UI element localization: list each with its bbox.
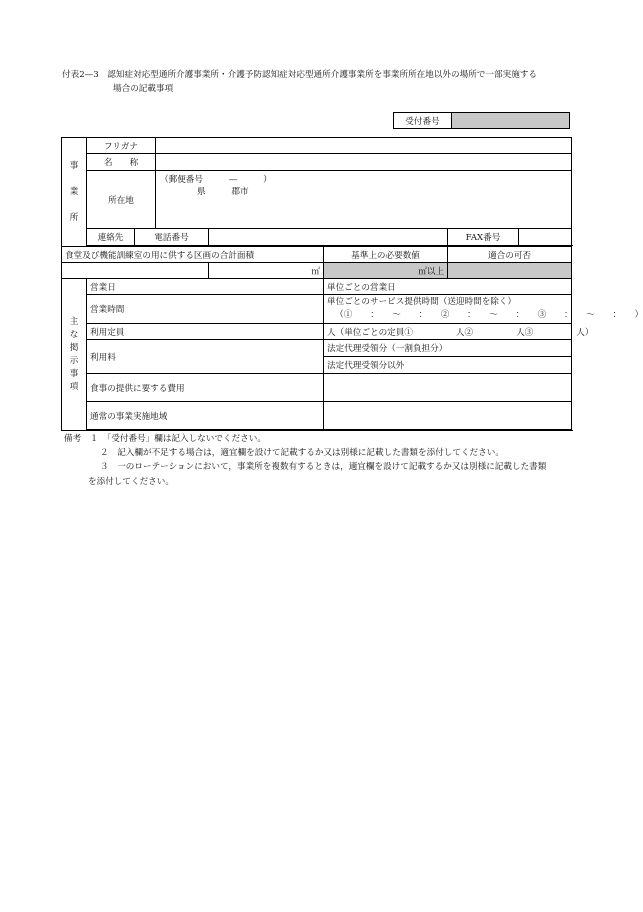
area-label: 食堂及び機能訓練室の用に供する区画の合計面積 bbox=[62, 247, 324, 263]
fax-label: FAX番号 bbox=[448, 229, 519, 245]
main-items-group-label: 主 な 掲 示 事 項 bbox=[62, 279, 87, 431]
form-title-line2: 場合の記載事項 bbox=[113, 84, 174, 94]
note-2: ２ 記入欄が不足する場合は，適宜欄を設けて記載するか又は別様に記載した書類を添付してください。 bbox=[100, 448, 504, 459]
reception-number-field bbox=[452, 113, 569, 128]
reception-number-label: 受付番号 bbox=[394, 113, 452, 128]
name-field[interactable] bbox=[156, 154, 572, 171]
capacity-field[interactable]: 人（単位ごとの定員① 人② 人③ 人） bbox=[324, 324, 572, 340]
capacity-label: 利用定員 bbox=[87, 324, 324, 340]
fee-other-field[interactable]: 法定代理受領分以外 bbox=[324, 357, 572, 374]
furigana-field[interactable] bbox=[156, 138, 572, 154]
meal-cost-field[interactable] bbox=[324, 374, 572, 402]
prefecture-line: 県 郡市 bbox=[197, 187, 249, 197]
fee-insured-field[interactable]: 法定代理受領分（一割負担分） bbox=[324, 340, 572, 357]
standard-value-label: 基準上の必要数値 bbox=[324, 247, 448, 263]
business-hours-field[interactable] bbox=[324, 295, 643, 324]
address-field[interactable] bbox=[156, 171, 572, 229]
business-hours-label: 営業時間 bbox=[87, 295, 324, 324]
note-3-cont: を添付してください。 bbox=[88, 476, 174, 487]
standard-value-field: ㎡以上 bbox=[324, 263, 448, 279]
service-area-label: 通常の事業実施地域 bbox=[87, 402, 324, 430]
phone-label: 電話番号 bbox=[135, 229, 209, 246]
area-value-field[interactable]: ㎡ bbox=[209, 263, 324, 279]
fax-cell bbox=[448, 229, 572, 246]
phone-field[interactable] bbox=[209, 229, 448, 246]
reception-number-box bbox=[393, 112, 570, 129]
postal-code-line: （郵便番号 — ） bbox=[160, 175, 272, 185]
fee-label: 利用料 bbox=[87, 340, 324, 374]
fax-field[interactable] bbox=[519, 229, 571, 245]
business-days-field[interactable]: 単位ごとの営業日 bbox=[324, 279, 572, 295]
form-title bbox=[62, 68, 582, 96]
note-3: ３ 一のローテーションにおいて，事業所を複数有するときは，適宜欄を設けて記載するか又は別様に記載した書類 bbox=[100, 462, 547, 473]
contact-label: 連絡先 bbox=[87, 229, 135, 246]
form-title-line1: 付表2—3 認知症対応型通所介護事業所・介護予防認知症対応型通所介護事業所を事業所所在地以外の場所で一部実施する bbox=[62, 70, 538, 80]
business-hours-line1: 単位ごとのサービス提供時間（送迎時間を除く） bbox=[327, 297, 517, 307]
notes bbox=[64, 432, 574, 489]
office-group-label: 事 業 所 bbox=[62, 138, 87, 247]
note-1: 備考 １ 「受付番号」欄は記入しないでください。 bbox=[64, 434, 266, 444]
furigana-label: フリガナ bbox=[87, 138, 156, 154]
name-label: 名 称 bbox=[87, 154, 156, 171]
compliance-label: 適合の可否 bbox=[448, 247, 572, 263]
address-label: 所在地 bbox=[87, 171, 156, 229]
office-form-table bbox=[61, 137, 643, 431]
business-days-label: 営業日 bbox=[87, 279, 324, 295]
business-hours-line2: （① ： 〜 ： ② ： 〜 ： ③ ： 〜 ： ） bbox=[335, 310, 643, 320]
meal-cost-label: 食事の提供に要する費用 bbox=[87, 374, 324, 402]
service-area-field[interactable] bbox=[324, 402, 572, 430]
compliance-field bbox=[448, 263, 572, 279]
